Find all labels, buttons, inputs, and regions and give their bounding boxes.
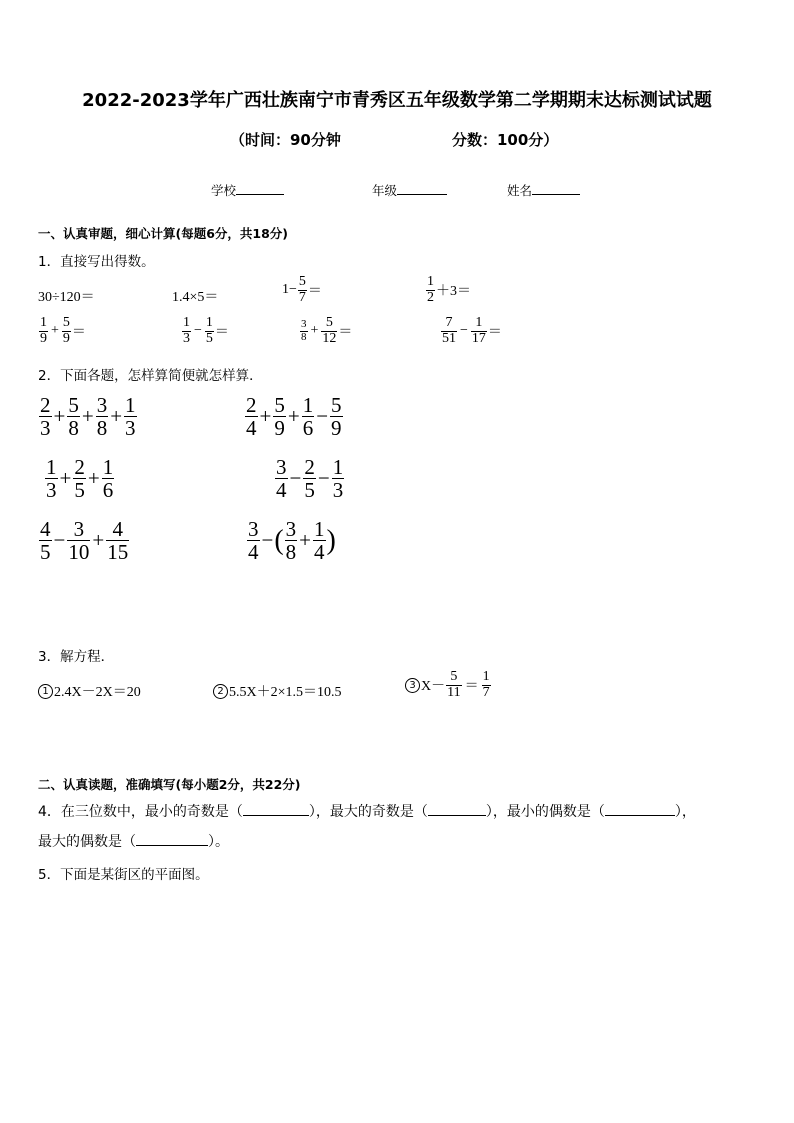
- fraction: $\frac{1}{3}$: [125, 393, 136, 441]
- q1-expr-6: $\frac{1}{3}$ − $\frac{1}{5}$ ＝: [183, 315, 229, 346]
- circled-number: 3: [405, 678, 420, 693]
- name-field[interactable]: [507, 181, 580, 199]
- exam-score: 分数：100分）: [452, 131, 559, 149]
- q2-prompt: 2．下面各题，怎样算简便就怎样算．: [38, 368, 263, 384]
- q2-expr-d: $\frac{3}{4}$ − $\frac{2}{5}$ − $\frac{1}{3}$: [276, 455, 344, 503]
- fraction: $\frac{5}{8}$: [68, 393, 79, 441]
- fraction: $\frac{1}{5}$: [205, 315, 213, 346]
- fraction: $\frac{2}{4}$: [246, 393, 257, 441]
- fraction: $\frac{1}{17}$: [471, 315, 486, 346]
- section2-heading: 二、认真读题，准确填写(每小题2分，共22分): [38, 777, 301, 792]
- name-label: 姓名: [507, 183, 533, 198]
- q3-equation-2: 2 5.5X＋2×1.5＝10.5: [213, 681, 342, 701]
- fraction: $\frac{1}{2}$: [427, 274, 434, 305]
- q2-expr-f: $\frac{3}{4}$ − ( $\frac{3}{8}$ + $\frac{1}{4}$ ): [248, 517, 336, 565]
- q3-equation-1: 1 2.4X－2X＝20: [38, 681, 141, 701]
- fraction: $\frac{1}{7}$: [482, 669, 490, 700]
- fraction: $\frac{4}{5}$: [40, 517, 51, 565]
- fraction: $\frac{5}{9}$: [331, 393, 342, 441]
- fraction: $\frac{1}{3}$: [183, 315, 190, 346]
- fraction: $\frac{5}{9}$: [62, 315, 70, 346]
- page-title: 2022-2023学年广西壮族南宁市青秀区五年级数学第二学期期末达标测试试题: [82, 90, 712, 111]
- fraction: $\frac{1}{9}$: [40, 315, 47, 346]
- name-blank[interactable]: [532, 182, 580, 195]
- section1-heading: 一、认真审题，细心计算(每题6分，共18分): [38, 226, 289, 241]
- q1-expr-1: 30÷120＝: [38, 290, 95, 305]
- fraction: $\frac{5}{11}$: [447, 669, 461, 700]
- fraction: $\frac{4}{15}$: [107, 517, 129, 565]
- exam-time: （时间：90分钟: [230, 131, 341, 149]
- grade-field[interactable]: [372, 181, 447, 199]
- q2-expr-c: $\frac{1}{3}$ + $\frac{2}{5}$ + $\frac{1}{6}$: [46, 455, 114, 503]
- fraction: $\frac{3}{4}$: [276, 455, 287, 503]
- q5-text: 5．下面是某街区的平面图。: [38, 867, 209, 883]
- answer-blank[interactable]: [136, 831, 208, 846]
- school-blank[interactable]: [236, 182, 284, 195]
- circled-number: 1: [38, 684, 53, 699]
- q1-prompt: 1．直接写出得数。: [38, 254, 155, 270]
- q4-line-2: 最大的偶数是（ ）。: [38, 831, 229, 851]
- q3-equation-3: 3 X－ $\frac{5}{11}$ ＝ $\frac{1}{7}$: [405, 670, 492, 700]
- fraction: $\frac{3}{4}$: [248, 517, 259, 565]
- circled-number: 2: [213, 684, 228, 699]
- answer-blank[interactable]: [605, 801, 675, 816]
- fraction: $\frac{5}{7}$: [298, 274, 306, 305]
- q1-expr-8: $\frac{7}{51}$ − $\frac{1}{17}$ ＝: [442, 315, 502, 346]
- q2-expr-a: $\frac{2}{3}$ + $\frac{5}{8}$ + $\frac{3}{8}$ + $\frac{1}{3}$: [40, 393, 136, 441]
- fraction: $\frac{2}{5}$: [74, 455, 85, 503]
- grade-blank[interactable]: [397, 182, 447, 195]
- fraction: $\frac{1}{6}$: [302, 393, 314, 441]
- fraction: $\frac{1}{3}$: [46, 455, 57, 503]
- q1-expr-2: 1.4×5＝: [172, 290, 219, 305]
- fraction: $\frac{3}{10}$: [68, 517, 90, 565]
- grade-label: 年级: [372, 183, 398, 198]
- fraction: $\frac{2}{3}$: [40, 393, 51, 441]
- school-field[interactable]: [211, 181, 284, 199]
- q1-expr-4: $\frac{1}{2}$ ＋3＝: [427, 274, 471, 305]
- q2-expr-e: $\frac{4}{5}$ − $\frac{3}{10}$ + $\frac{4}{15}$: [40, 517, 129, 565]
- school-label: 学校: [211, 183, 237, 198]
- q3-prompt: 3．解方程．: [38, 649, 115, 665]
- fraction: $\frac{5}{9}$: [274, 393, 285, 441]
- fraction: $\frac{7}{51}$: [442, 315, 456, 346]
- q1-expr-3: 1− $\frac{5}{7}$ ＝: [282, 274, 322, 305]
- fraction: $\frac{1}{6}$: [102, 455, 114, 503]
- fraction: $\frac{1}{3}$: [332, 455, 344, 503]
- q2-expr-b: $\frac{2}{4}$ + $\frac{5}{9}$ + $\frac{1}{6}$ − $\frac{5}{9}$: [246, 393, 342, 441]
- fraction: $\frac{3}{8}$: [96, 393, 108, 441]
- q1-expr-7: $\frac{3}{8}$ + $\frac{5}{12}$ ＝: [301, 315, 353, 346]
- q1-expr-5: $\frac{1}{9}$ + $\frac{5}{9}$ ＝: [40, 315, 86, 346]
- fraction: $\frac{3}{8}$: [301, 318, 307, 343]
- answer-blank[interactable]: [428, 801, 486, 816]
- fraction: $\frac{5}{12}$: [322, 315, 337, 346]
- q4-line-1: 4．在三位数中，最小的奇数是（ ），最大的奇数是（ ），最小的偶数是（ ），: [38, 801, 696, 821]
- answer-blank[interactable]: [243, 801, 309, 816]
- fraction: $\frac{1}{4}$: [314, 517, 325, 565]
- fraction: $\frac{3}{8}$: [285, 517, 297, 565]
- fraction: $\frac{2}{5}$: [304, 455, 315, 503]
